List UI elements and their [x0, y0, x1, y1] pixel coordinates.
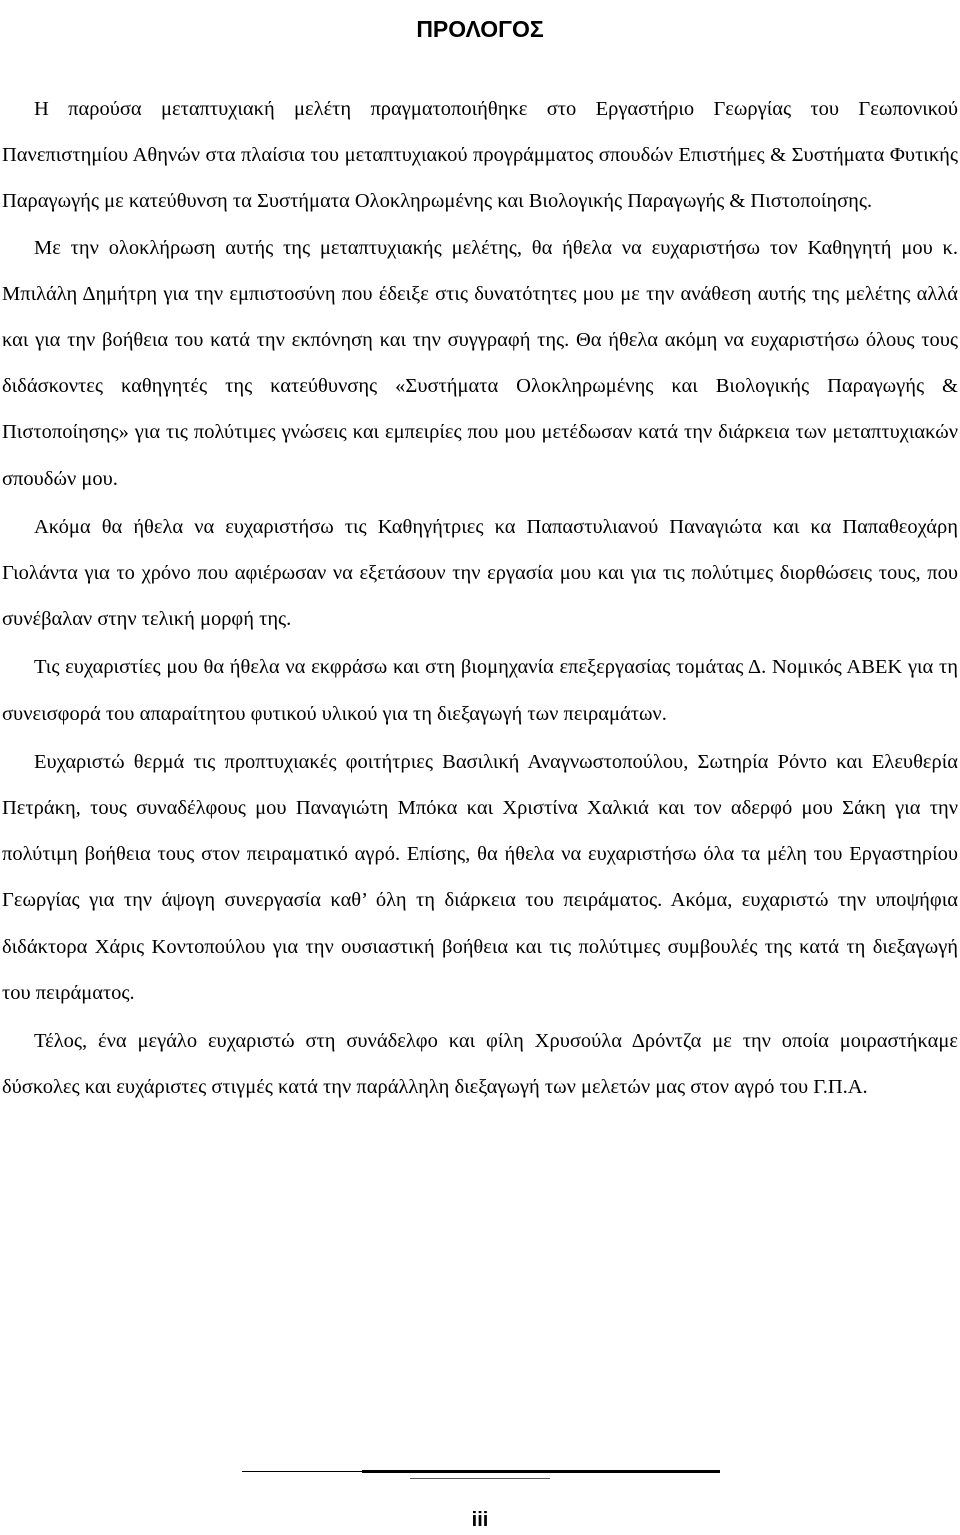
footer-divider-underline: [410, 1478, 550, 1479]
footer-divider-accent: [362, 1470, 720, 1473]
page-number: iii: [471, 1509, 489, 1531]
paragraph-thanks-students: Ευχαριστώ θερμά τις προπτυχιακές φοιτήτριες Βασιλική Αναγνωστοπούλου, Σωτηρία Ρόντο και Ελευθερία Πετράκη, τους συναδέλφους μου Παναγιώτη Μπόκα και Χριστίνα Χαλκιά και τον αδερφό μου Σάκη για την πολύτιμη βοήθεια τους στον πειραματικό αγρό. Επίσης, θα ήθελα να ευχαριστήσω όλα τα μέλη του Εργαστηρίου Γεωργίας για την άψογη συνεργασία καθ’ όλη τη διάρκεια του πειράματος. Ακόμα, ευχαριστώ την υποψήφια διδάκτορα Χάρις Κοντοπούλου για την ουσιαστική βοήθεια και τις πολύτιμες συμβουλές της κατά τη διεξαγωγή του πειράματος.: [2, 750, 958, 1004]
paragraph-introduction: Η παρούσα μεταπτυχιακή μελέτη πραγματοποιήθηκε στο Εργαστήριο Γεωργίας του Γεωπονικού Πανεπιστημίου Αθηνών στα πλαίσια του μεταπτυχιακού προγράμματος σπουδών Επιστήμες & Συστήματα Φυτικής Παραγωγής με κατεύθυνση τα Συστήματα Ολοκληρωμένης και Βιολογικής Παραγωγής & Πιστοποίησης.: [2, 98, 958, 213]
page-title: ΠΡΟΛΟΓΟΣ: [416, 16, 544, 43]
paragraph-thanks-supervisor: Με την ολοκλήρωση αυτής της μεταπτυχιακής μελέτης, θα ήθελα να ευχαριστήσω τον Καθηγητή μου κ. Μπιλάλη Δημήτρη για την εμπιστοσύνη που έδειξε στις δυνατότητες μου με την ανάθεση αυτής της μελέτης αλλά και για την βοήθεια του κατά την εκπόνηση και την συγγραφή της. Θα ήθελα ακόμη να ευχαριστήσω όλους τους διδάσκοντες καθηγητές της κατεύθυνσης «Συστήματα Ολοκληρωμένης και Βιολογικής Παραγωγής & Πιστοποίησης» για τις πολύτιμες γνώσεις και εμπειρίες που μου μετέδωσαν κατά την διάρκεια των μεταπτυχιακών σπουδών μου.: [2, 236, 958, 490]
paragraph-thanks-industry: Τις ευχαριστίες μου θα ήθελα να εκφράσω και στη βιομηχανία επεξεργασίας τομάτας Δ. Νομικός ΑΒΕΚ για τη συνεισφορά του απαραίτητου φυτικού υλικού για τη διεξαγωγή των πειραμάτων.: [2, 656, 958, 725]
preface-body: [2, 86, 958, 1110]
paragraph-thanks-examiners: Ακόμα θα ήθελα να ευχαριστήσω τις Καθηγήτριες κα Παπαστυλιανού Παναγιώτα και κα Παπαθεοχάρη Γιολάντα για το χρόνο που αφιέρωσαν να εξετάσουν την εργασία μου και για τις πολύτιμες διορθώσεις τους, που συνέβαλαν στην τελική μορφή της.: [2, 515, 958, 631]
paragraph-thanks-colleague: Τέλος, ένα μεγάλο ευχαριστώ στη συνάδελφο και φίλη Χρυσούλα Δρόντζα με την οποία μοιραστήκαμε δύσκολες και ευχάριστες στιγμές κατά την παράλληλη διεξαγωγή των μελετών μας στον αγρό του Γ.Π.Α.: [2, 1030, 958, 1099]
